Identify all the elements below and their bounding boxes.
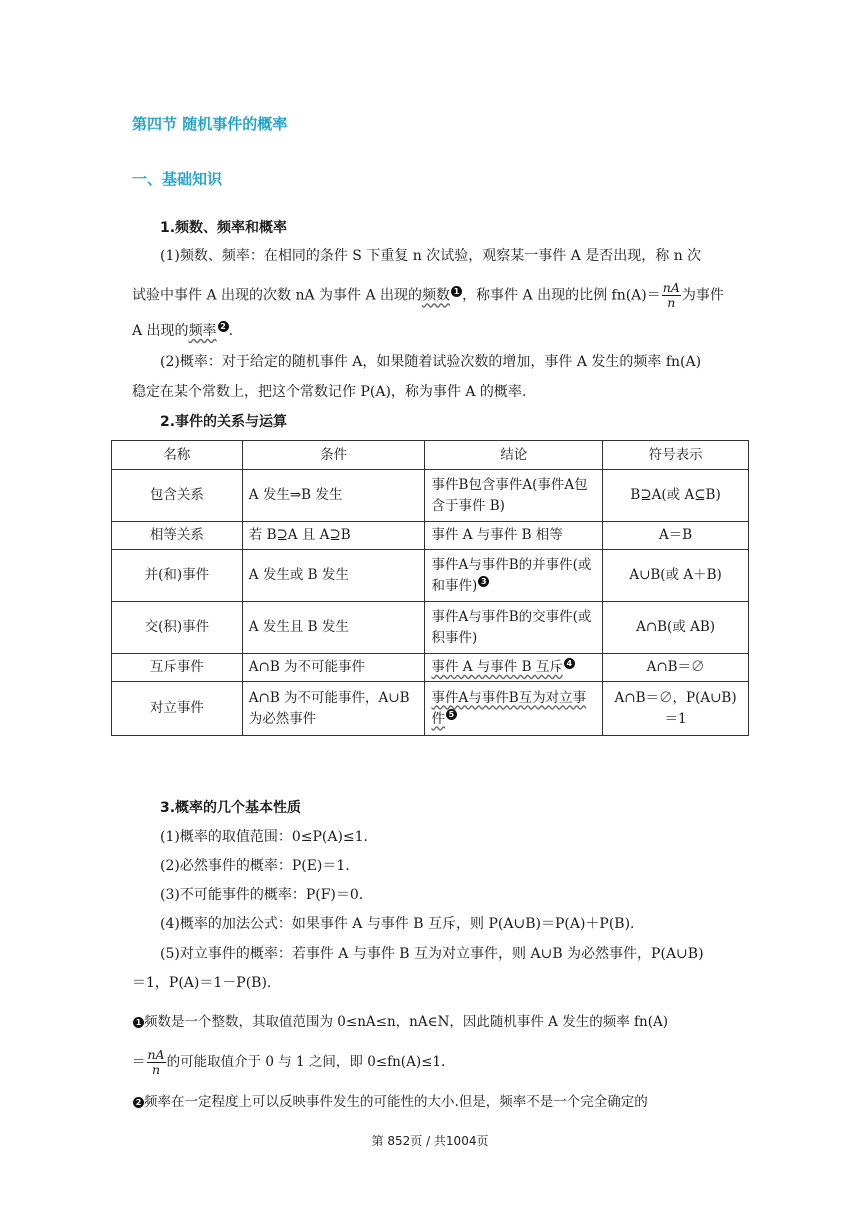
cell-condition: A 发生且 B 发生 <box>242 602 425 654</box>
cell-conclusion: 事件B包含事件A(事件A包含于事件 B) <box>425 470 603 522</box>
topic3-item-5: (5)对立事件的概率：若事件 A 与事件 B 互为对立事件，则 A∪B 为必然事件，P(A∪B) <box>160 946 704 962</box>
p1-line2-b: ，称事件 A 出现的比例 fn(A)＝ <box>462 287 661 304</box>
table-header-row <box>112 441 749 470</box>
note-fraction-denominator: n <box>152 1062 161 1077</box>
cell-name: 互斥事件 <box>112 654 243 682</box>
cell-condition: A∩B 为不可能事件，A∪B 为必然事件 <box>242 682 425 736</box>
note-fraction <box>147 1048 166 1077</box>
cell-conclusion <box>425 550 603 602</box>
cell-conclusion: 事件 A 与事件 B 相等 <box>425 522 603 550</box>
header-conclusion: 结论 <box>425 441 603 470</box>
conclusion-text: 事件A与事件B的并事件(或和事件) <box>431 556 592 594</box>
topic3-item-3: (3)不可能事件的概率：P(F)＝0. <box>160 887 364 903</box>
cell-conclusion <box>425 654 603 682</box>
topic1-p2-line2: 稳定在某个常数上，把这个常数记作 P(A)，称为事件 A 的概率. <box>132 384 527 400</box>
freq-count-term: 频数 <box>422 287 451 304</box>
footnote-marker-4[interactable]: 4 <box>564 658 575 669</box>
table-row <box>112 522 749 550</box>
note-1-eq: ＝ <box>132 1054 146 1070</box>
freq-term: 频率 <box>188 323 217 339</box>
note-2-line1 <box>132 1090 648 1110</box>
p1-line3-b: . <box>228 323 234 339</box>
note-marker-1: 1 <box>133 1017 144 1028</box>
note-marker-2: 2 <box>133 1097 144 1108</box>
cell-name: 包含关系 <box>112 470 243 522</box>
note-2-text: 频率在一定程度上可以反映事件发生的可能性的大小.但是，频率不是一个完全确定的 <box>144 1094 648 1110</box>
cell-symbol: A∩B＝∅ <box>603 654 749 682</box>
p1-line2-c: 为事件 <box>681 287 724 304</box>
header-condition: 条件 <box>242 441 425 470</box>
footnote-marker-2[interactable]: 2 <box>218 321 229 332</box>
header-symbol: 符号表示 <box>603 441 749 470</box>
p1-line2-a: 试验中事件 A 出现的次数 nA 为事件 A 出现的 <box>132 287 423 304</box>
topic1-p2-line1: (2)概率：对于给定的随机事件 A，如果随着试验次数的增加，事件 A 发生的频率 fn(A) <box>160 354 702 370</box>
note-fraction-numerator: nA <box>147 1047 165 1062</box>
footnote-marker-3[interactable]: 3 <box>478 576 489 587</box>
fraction-na-over-n <box>662 281 681 310</box>
topic3-item-1: (1)概率的取值范围：0≤P(A)≤1. <box>160 829 369 845</box>
note-1-line1 <box>132 1010 668 1030</box>
cell-condition: 若 B⊇A 且 A⊇B <box>242 522 425 550</box>
footnote-marker-1[interactable]: 1 <box>451 286 462 297</box>
p1-line3-a: A 出现的 <box>132 323 189 339</box>
cell-name: 并(和)事件 <box>112 550 243 602</box>
cell-condition: A∩B 为不可能事件 <box>242 654 425 682</box>
fraction-numerator: nA <box>662 280 680 295</box>
note-1-text-b: 的可能取值介于 0 与 1 之间，即 0≤fn(A)≤1. <box>166 1054 446 1070</box>
event-relations-table <box>111 440 749 736</box>
footnote-marker-5[interactable]: 5 <box>446 709 457 720</box>
cell-conclusion: 事件A与事件B的交事件(或积事件) <box>425 602 603 654</box>
topic1-p1-line3 <box>132 320 233 342</box>
topic3-item-2: (2)必然事件的概率：P(E)＝1. <box>160 858 350 874</box>
conclusion-text: 事件 A 与事件 B 互斥 <box>431 659 563 675</box>
cell-condition: A 发生或 B 发生 <box>242 550 425 602</box>
table-row <box>112 550 749 602</box>
cell-condition: A 发生⇒B 发生 <box>242 470 425 522</box>
topic1-p1-line1: (1)频数、频率：在相同的条件 S 下重复 n 次试验，观察某一事件 A 是否出现，称 n 次 <box>160 248 702 264</box>
cell-name: 交(积)事件 <box>112 602 243 654</box>
topic2-title: 2.事件的关系与运算 <box>160 414 288 430</box>
topic1-p1-line2 <box>132 281 724 310</box>
table-row <box>112 682 749 736</box>
note-1-line2 <box>132 1048 445 1077</box>
conclusion-text: 事件A与事件B互为对立事件 <box>431 689 587 727</box>
cell-name: 相等关系 <box>112 522 243 550</box>
cell-name: 对立事件 <box>112 682 243 736</box>
topic3-title: 3.概率的几个基本性质 <box>160 800 302 816</box>
table-row <box>112 602 749 654</box>
fraction-denominator: n <box>667 295 676 310</box>
note-1-text: 频数是一个整数，其取值范围为 0≤nA≤n，nA∈N，因此随机事件 A 发生的频率 fn(A) <box>144 1014 668 1030</box>
cell-conclusion <box>425 682 603 736</box>
table-row <box>112 654 749 682</box>
topic1-title: 1.频数、频率和概率 <box>160 220 288 236</box>
topic3-item-5-cont: ＝1，P(A)＝1－P(B). <box>132 975 272 991</box>
cell-symbol: A∩B＝∅，P(A∪B)＝1 <box>603 682 749 736</box>
header-name: 名称 <box>112 441 243 470</box>
table-row <box>112 470 749 522</box>
topic3-item-4: (4)概率的加法公式：如果事件 A 与事件 B 互斥，则 P(A∪B)＝P(A)＋P(B). <box>160 916 635 932</box>
page-footer: 第 852页 / 共1004页 <box>371 1134 489 1148</box>
cell-symbol: B⊇A(或 A⊆B) <box>603 470 749 522</box>
cell-symbol: A∪B(或 A＋B) <box>603 550 749 602</box>
cell-symbol: A＝B <box>603 522 749 550</box>
cell-symbol: A∩B(或 AB) <box>603 602 749 654</box>
part-title: 一、基础知识 <box>132 170 223 188</box>
section-title: 第四节 随机事件的概率 <box>132 115 288 133</box>
